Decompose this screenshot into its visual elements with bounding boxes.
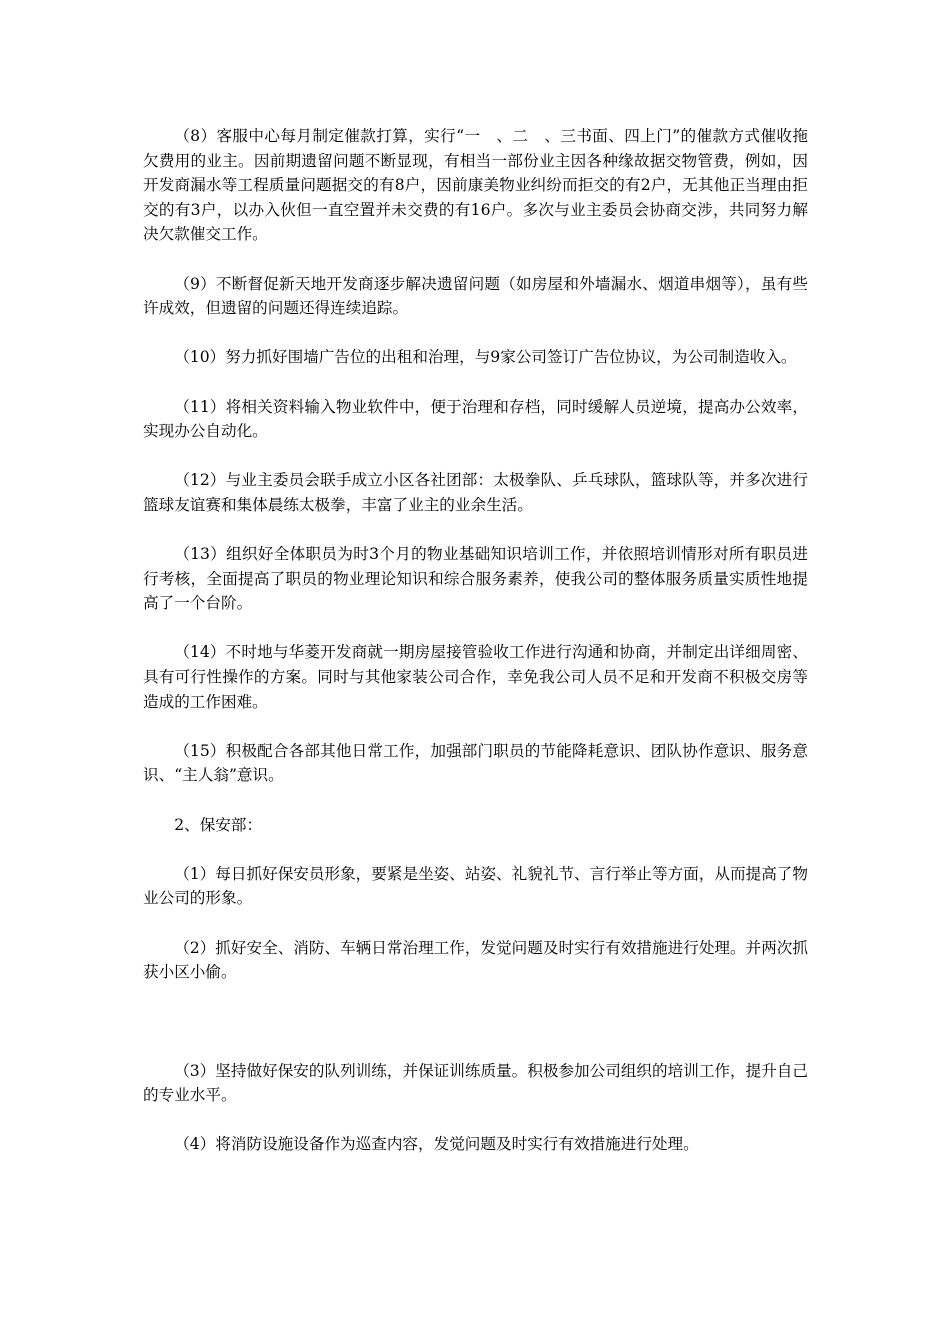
document-body	[143, 124, 808, 1157]
security-item-4: （4）将消防设施设备作为巡查内容，发觉问题及时实行有效措施进行处理。	[174, 1135, 699, 1154]
security-item-1: （1）每日抓好保安员形象，要紧是坐姿、站姿、礼貌礼节、言行举止等方面，从而提高了物业公司的形象。	[143, 864, 808, 908]
security-item-2: （2）抓好安全、消防、车辆日常治理工作，发觉问题及时实行有效措施进行处理。并两次抓获小区小偷。	[143, 938, 808, 982]
paragraph-item-13: （13）组织好全体职员为时3个月的物业基础知识培训工作，并依照培训情形对所有职员进行考核，全面提高了职员的物业理论知识和综合服务素养，使我公司的整体服务质量实质性地提高了一个台阶。	[143, 545, 808, 613]
paragraph-item-11: （11）将相关资料输入物业软件中，便于治理和存档，同时缓解人员逆境，提高办公效率，实现办公自动化。	[143, 397, 808, 441]
paragraph-item-8: （8）客服中心每月制定催款打算，实行“一 、二 、三书面、四上门”的催款方式催收拖欠费用的业主。因前期遗留问题不断显现，有相当一部份业主因各种缘故据交物管费，例如，因开发商漏水等工程质量问题据交的有8户，因前康美物业纠纷而拒交的有2户，无其他正当理由拒交的有3户，以办入伙但一直空置并未交费的有16户。多次与业主委员会协商交涉，共同努力解决欠款催交工作。	[143, 127, 808, 244]
paragraph-item-15: （15）积极配合各部其他日常工作，加强部门职员的节能降耗意识、团队协作意识、服务意识、“主人翁”意识。	[143, 741, 808, 785]
paragraph-item-9: （9）不断督促新天地开发商逐步解决遗留问题（如房屋和外墙漏水、烟道串烟等），虽有些许成效，但遗留的问题还得连续追踪。	[143, 274, 808, 318]
security-item-3: （3）坚持做好保安的队列训练，并保证训练质量。积极参加公司组织的培训工作，提升自己的专业水平。	[143, 1061, 808, 1105]
paragraph-item-14: （14）不时地与华菱开发商就一期房屋接管验收工作进行沟通和协商，并制定出详细周密、具有可行性操作的方案。同时与其他家装公司合作，幸免我公司人员不足和开发商不积极交房等造成的工作困难。	[143, 643, 808, 711]
paragraph-item-10: （10）努力抓好围墙广告位的出租和治理，与9家公司签订广告位协议，为公司制造收入。	[174, 348, 797, 367]
paragraph-item-12: （12）与业主委员会联手成立小区各社团部：太极拳队、乒乓球队，篮球队等，并多次进行篮球友谊赛和集体晨练太极拳，丰富了业主的业余生活。	[143, 471, 808, 514]
section-heading-security: 2、保安部：	[174, 815, 263, 834]
